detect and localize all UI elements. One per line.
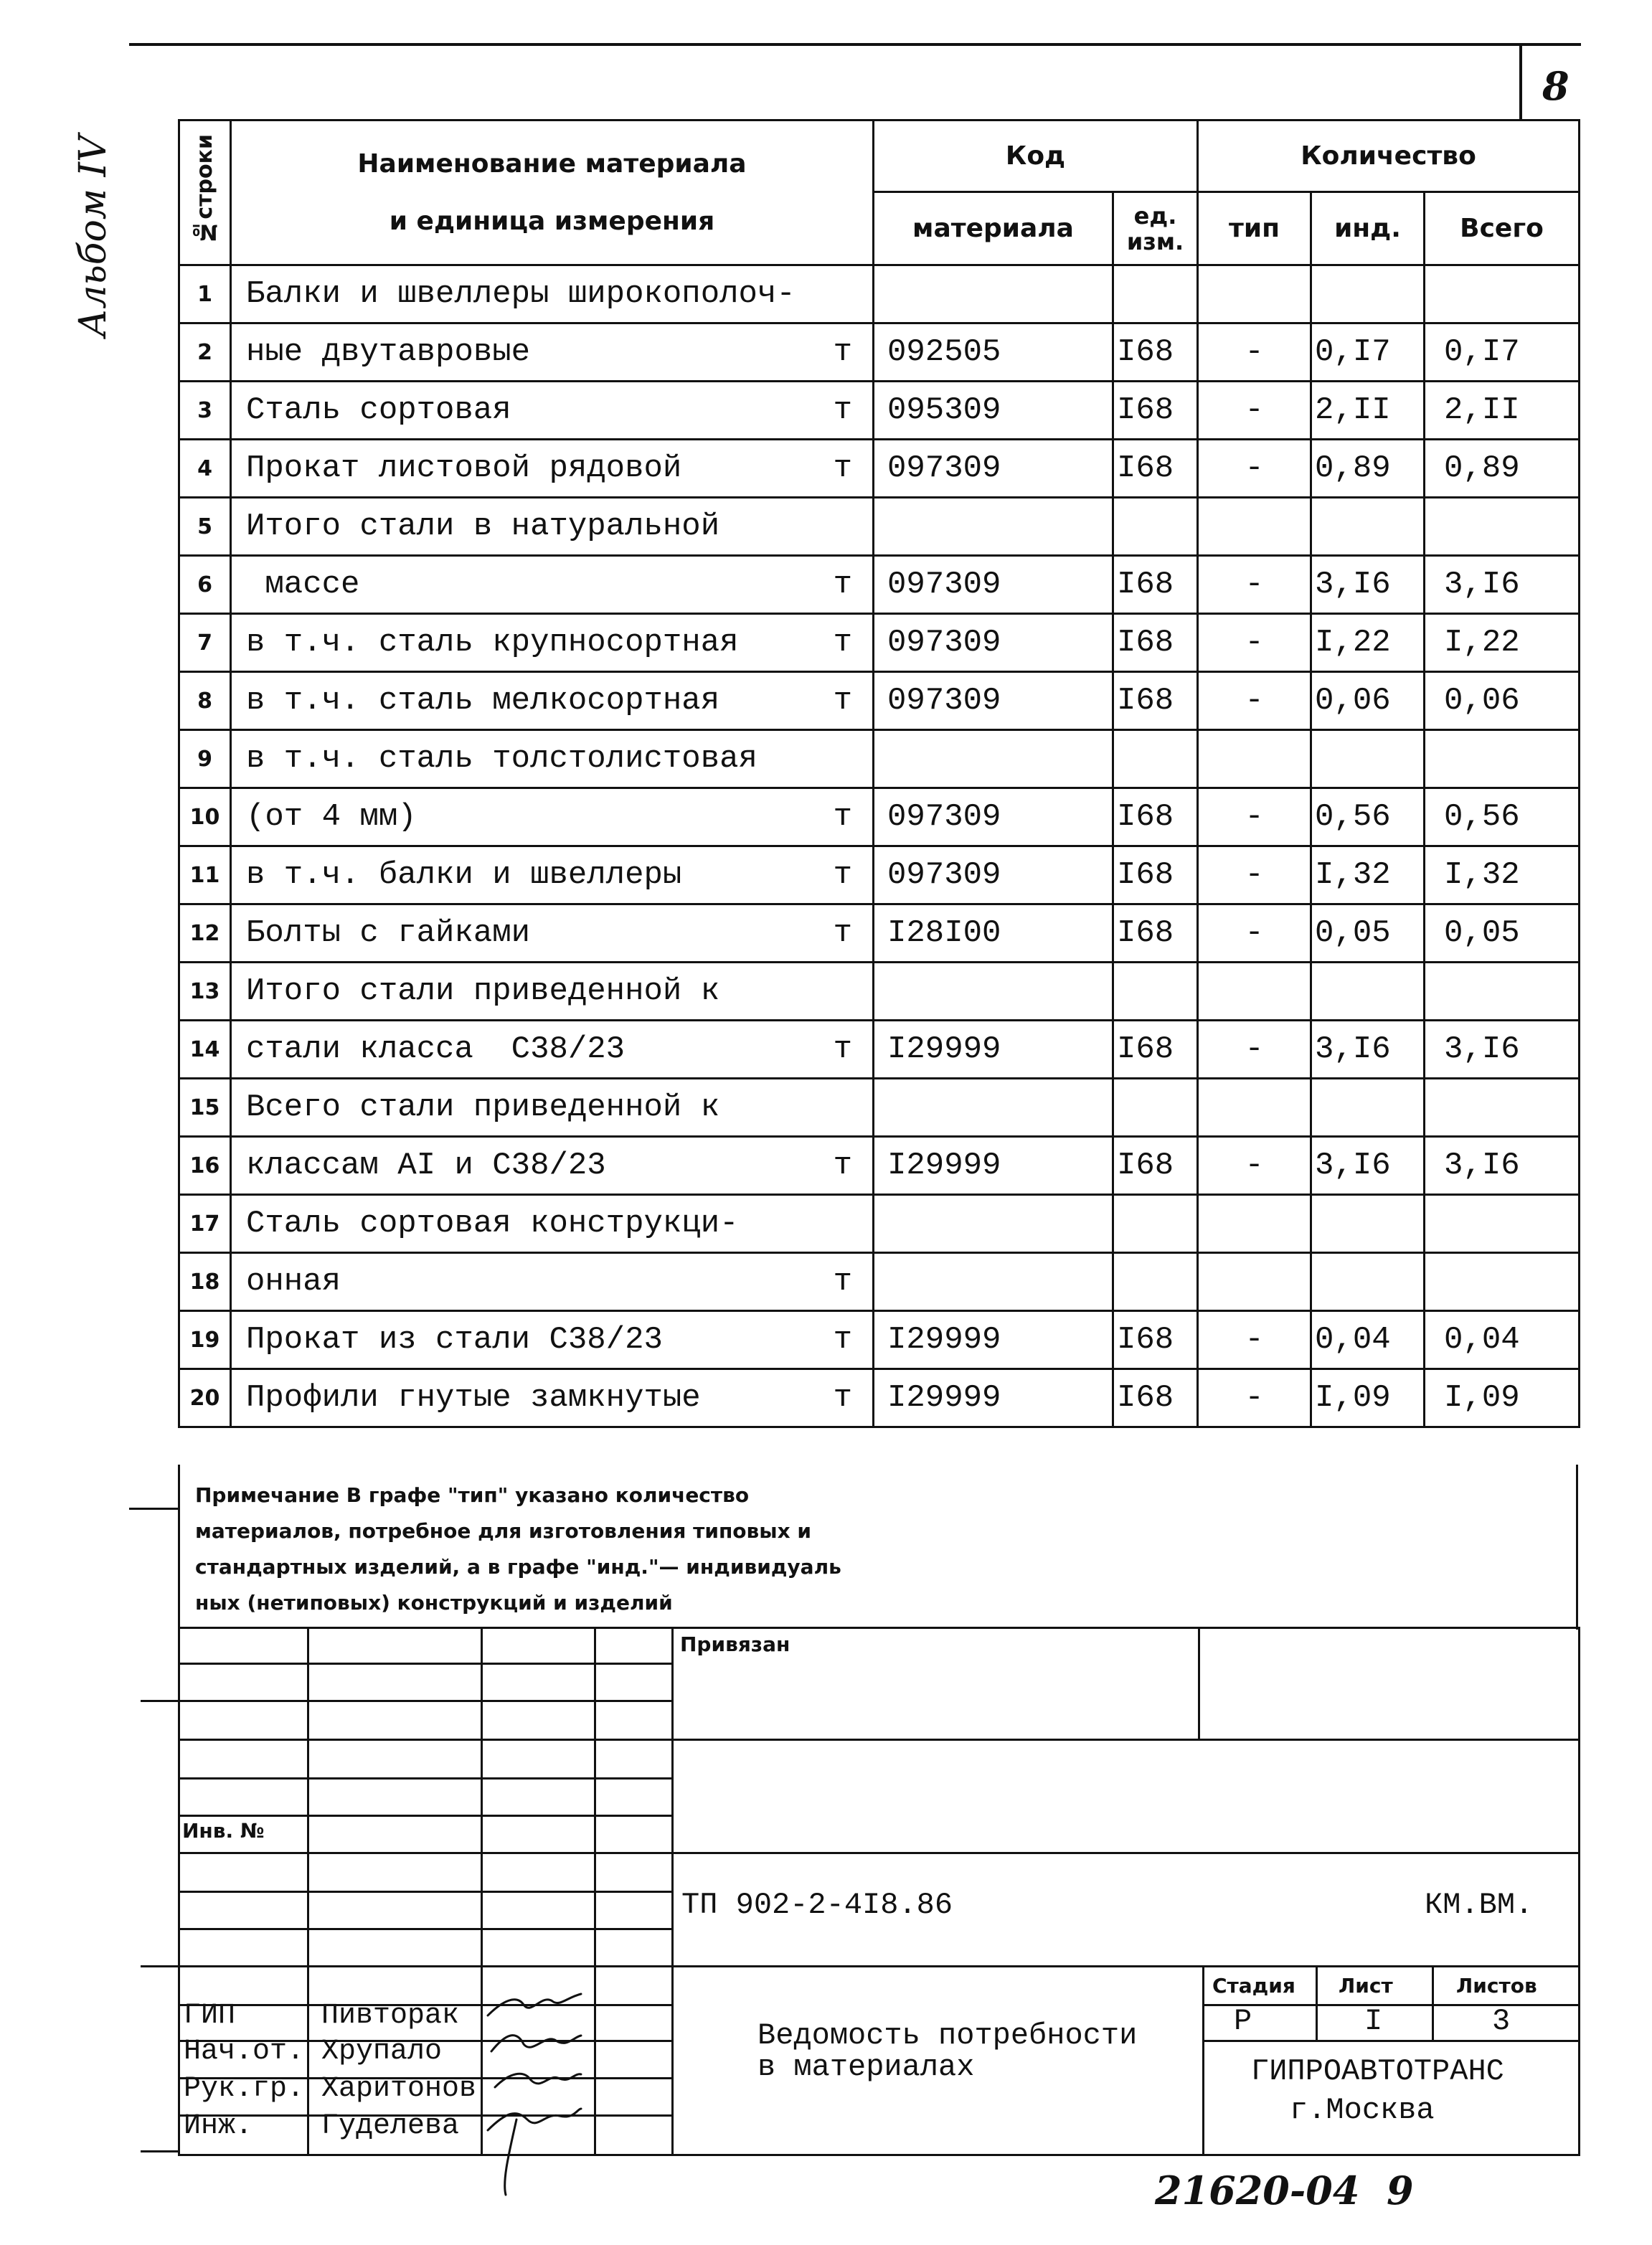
row-unit-code bbox=[1113, 498, 1198, 556]
table-row bbox=[179, 614, 1580, 672]
header-code-unit: ед. изм. bbox=[1113, 192, 1198, 265]
header-row-number: №строки bbox=[179, 120, 231, 265]
row-qty-total: 0,06 bbox=[1425, 672, 1580, 730]
row-name bbox=[231, 730, 874, 788]
row-qty-type: - bbox=[1198, 1021, 1311, 1079]
stamp-hline-d bbox=[178, 1777, 673, 1780]
row-unit: т bbox=[833, 857, 852, 893]
row-material-code bbox=[874, 963, 1113, 1021]
code-bottom-hline bbox=[671, 1965, 1578, 1967]
doc-title: Ведомость потребности в материалах bbox=[757, 2018, 1138, 2084]
stage-value: Р bbox=[1234, 2004, 1252, 2038]
row-name-text: в т.ч. балки и швеллеры bbox=[246, 857, 682, 893]
row-qty-type bbox=[1198, 963, 1311, 1021]
row-name-text: в т.ч. сталь толстолистовая bbox=[246, 741, 757, 777]
table-row bbox=[179, 1253, 1580, 1311]
row-unit-code: I68 bbox=[1113, 1021, 1198, 1079]
row-qty-total bbox=[1425, 963, 1580, 1021]
row-qty-ind bbox=[1311, 1253, 1425, 1311]
person-name-1: Пивторак bbox=[321, 2000, 460, 2032]
table-row bbox=[179, 382, 1580, 440]
row-name-text: Всего стали приведенной к bbox=[246, 1090, 720, 1125]
row-qty-type bbox=[1198, 730, 1311, 788]
table-row bbox=[179, 1137, 1580, 1195]
row-qty-total: 3,I6 bbox=[1425, 556, 1580, 614]
row-unit-code: I68 bbox=[1113, 672, 1198, 730]
table-row bbox=[179, 846, 1580, 904]
signatures bbox=[473, 1965, 617, 2223]
title-org-vline bbox=[1202, 1965, 1204, 2154]
stamp-hline-a bbox=[178, 1663, 673, 1665]
person-role-3: Рук.гр. bbox=[184, 2073, 305, 2105]
person-name-4: Гуделева bbox=[321, 2110, 460, 2142]
row-qty-ind: I,32 bbox=[1311, 846, 1425, 904]
row-name bbox=[231, 788, 874, 846]
table-row bbox=[179, 1021, 1580, 1079]
row-qty-total bbox=[1425, 498, 1580, 556]
row-qty-ind bbox=[1311, 265, 1425, 323]
signature-2 bbox=[491, 2036, 581, 2051]
page-number: 8 bbox=[1542, 63, 1570, 109]
row-qty-type: - bbox=[1198, 904, 1311, 963]
table-row bbox=[179, 963, 1580, 1021]
row-qty-total bbox=[1425, 1253, 1580, 1311]
privyazan-hline bbox=[671, 1739, 1578, 1741]
code-top-hline bbox=[671, 1852, 1578, 1854]
header-qty-total: Всего bbox=[1425, 192, 1580, 265]
row-qty-ind bbox=[1311, 730, 1425, 788]
doc-mark: КМ.ВМ. bbox=[1425, 1888, 1534, 1922]
row-number: 17 bbox=[179, 1195, 231, 1253]
row-qty-ind: 3,I6 bbox=[1311, 1137, 1425, 1195]
row-name-text: классам АI и С38/23 bbox=[246, 1148, 606, 1183]
table-row bbox=[179, 265, 1580, 323]
row-qty-total bbox=[1425, 1079, 1580, 1137]
row-material-code: I29999 bbox=[874, 1311, 1113, 1369]
row-unit: т bbox=[833, 915, 852, 951]
stage-hline-2 bbox=[1202, 2040, 1578, 2042]
row-qty-total: 0,04 bbox=[1425, 1311, 1580, 1369]
row-material-code bbox=[874, 265, 1113, 323]
row-qty-ind bbox=[1311, 498, 1425, 556]
row-name-text: Прокат листовой рядовой bbox=[246, 450, 682, 486]
row-qty-total bbox=[1425, 1195, 1580, 1253]
stamp-hline-b bbox=[178, 1700, 673, 1702]
row-qty-ind: 3,I6 bbox=[1311, 556, 1425, 614]
row-name-text: Профили гнутые замкнутые bbox=[246, 1380, 701, 1416]
row-qty-ind: 0,04 bbox=[1311, 1311, 1425, 1369]
row-name bbox=[231, 672, 874, 730]
row-qty-ind: 0,05 bbox=[1311, 904, 1425, 963]
row-unit-code bbox=[1113, 730, 1198, 788]
row-material-code bbox=[874, 498, 1113, 556]
row-unit: т bbox=[833, 625, 852, 661]
row-name-text: в т.ч. сталь мелкосортная bbox=[246, 683, 720, 719]
row-number: 20 bbox=[179, 1369, 231, 1427]
row-name bbox=[231, 323, 874, 382]
header-qty-type: тип bbox=[1198, 192, 1311, 265]
row-unit-code: I68 bbox=[1113, 1311, 1198, 1369]
row-material-code: 097309 bbox=[874, 614, 1113, 672]
row-qty-type: - bbox=[1198, 1369, 1311, 1427]
row-name-text: Прокат из стали С38/23 bbox=[246, 1322, 663, 1358]
row-material-code: 097309 bbox=[874, 788, 1113, 846]
row-qty-type: - bbox=[1198, 440, 1311, 498]
stamp-hline-e bbox=[178, 1815, 673, 1817]
materials-table bbox=[178, 119, 1580, 1428]
row-name-text: Итого стали приведенной к bbox=[246, 973, 720, 1009]
sheets-value: 3 bbox=[1492, 2004, 1511, 2038]
row-name bbox=[231, 614, 874, 672]
row-unit: т bbox=[833, 1264, 852, 1300]
row-unit: т bbox=[833, 1322, 852, 1358]
bottom-number: 21620-04 9 bbox=[1155, 2168, 1414, 2213]
row-number: 7 bbox=[179, 614, 231, 672]
row-material-code: I29999 bbox=[874, 1369, 1113, 1427]
stage-hline-1 bbox=[1202, 2004, 1578, 2006]
row-name-text: Сталь сортовая конструкци- bbox=[246, 1206, 739, 1242]
row-qty-type: - bbox=[1198, 382, 1311, 440]
row-unit: т bbox=[833, 1031, 852, 1067]
stamp-hline-g bbox=[178, 1891, 673, 1893]
row-qty-total: I,22 bbox=[1425, 614, 1580, 672]
row-unit-code: I68 bbox=[1113, 846, 1198, 904]
row-unit-code bbox=[1113, 1253, 1198, 1311]
row-qty-total: 2,II bbox=[1425, 382, 1580, 440]
sheet-value: I bbox=[1364, 2004, 1383, 2038]
note-right-border bbox=[1576, 1465, 1578, 1630]
org-city: г.Москва bbox=[1290, 2093, 1435, 2127]
row-number: 6 bbox=[179, 556, 231, 614]
row-name-text: (от 4 мм) bbox=[246, 799, 417, 835]
row-name-text: Сталь сортовая bbox=[246, 392, 511, 428]
row-qty-ind: 0,I7 bbox=[1311, 323, 1425, 382]
row-unit: т bbox=[833, 392, 852, 428]
row-name bbox=[231, 904, 874, 963]
row-number: 5 bbox=[179, 498, 231, 556]
margin-tick-3 bbox=[141, 2150, 178, 2152]
row-number: 18 bbox=[179, 1253, 231, 1311]
row-name bbox=[231, 498, 874, 556]
row-unit: т bbox=[833, 1148, 852, 1183]
privyazan-vline bbox=[1198, 1627, 1200, 1739]
header-qty-ind: инд. bbox=[1311, 192, 1425, 265]
page-number-divider bbox=[1519, 46, 1522, 119]
stamp-hline-f bbox=[178, 1852, 673, 1854]
row-name-text: Балки и швеллеры широкополоч- bbox=[246, 276, 796, 312]
row-unit-code: I68 bbox=[1113, 1137, 1198, 1195]
row-unit-code bbox=[1113, 1195, 1198, 1253]
row-unit: т bbox=[833, 683, 852, 719]
row-qty-type bbox=[1198, 498, 1311, 556]
row-name bbox=[231, 440, 874, 498]
row-qty-total bbox=[1425, 730, 1580, 788]
row-qty-total bbox=[1425, 265, 1580, 323]
row-qty-type: - bbox=[1198, 788, 1311, 846]
row-number: 15 bbox=[179, 1079, 231, 1137]
row-name bbox=[231, 846, 874, 904]
row-qty-type: - bbox=[1198, 556, 1311, 614]
row-name bbox=[231, 1137, 874, 1195]
row-material-code: I29999 bbox=[874, 1137, 1113, 1195]
row-qty-total: I,09 bbox=[1425, 1369, 1580, 1427]
row-name bbox=[231, 1079, 874, 1137]
row-unit-code: I68 bbox=[1113, 440, 1198, 498]
row-number: 4 bbox=[179, 440, 231, 498]
row-number: 11 bbox=[179, 846, 231, 904]
row-qty-type: - bbox=[1198, 323, 1311, 382]
row-material-code: I28I00 bbox=[874, 904, 1113, 963]
row-name-text: Болты с гайками bbox=[246, 915, 531, 951]
row-qty-ind: 3,I6 bbox=[1311, 1021, 1425, 1079]
signature-tail bbox=[505, 2119, 516, 2195]
person-role-1: ГИП bbox=[184, 2000, 236, 2032]
row-unit: т bbox=[833, 450, 852, 486]
table-row bbox=[179, 730, 1580, 788]
row-qty-type: - bbox=[1198, 846, 1311, 904]
row-material-code: 097309 bbox=[874, 440, 1113, 498]
header-code: Код bbox=[874, 120, 1198, 192]
table-row bbox=[179, 788, 1580, 846]
row-number: 3 bbox=[179, 382, 231, 440]
sheets-label: Листов bbox=[1456, 1974, 1537, 1998]
signature-4 bbox=[488, 2109, 581, 2130]
row-qty-total: 0,05 bbox=[1425, 904, 1580, 963]
row-material-code: 097309 bbox=[874, 672, 1113, 730]
row-qty-total: 0,56 bbox=[1425, 788, 1580, 846]
header-code-material: материала bbox=[874, 192, 1113, 265]
note-left-border bbox=[178, 1465, 180, 1630]
row-qty-ind: I,22 bbox=[1311, 614, 1425, 672]
row-unit-code: I68 bbox=[1113, 323, 1198, 382]
row-unit-code: I68 bbox=[1113, 788, 1198, 846]
row-unit-code: I68 bbox=[1113, 904, 1198, 963]
row-qty-type bbox=[1198, 1195, 1311, 1253]
row-name-text: в т.ч. сталь крупносортная bbox=[246, 625, 739, 661]
row-number: 9 bbox=[179, 730, 231, 788]
stage-vline-1 bbox=[1316, 1965, 1318, 2041]
row-qty-ind: I,09 bbox=[1311, 1369, 1425, 1427]
row-unit: т bbox=[833, 799, 852, 835]
row-unit-code bbox=[1113, 265, 1198, 323]
table-row bbox=[179, 1369, 1580, 1427]
row-qty-type: - bbox=[1198, 1311, 1311, 1369]
row-unit: т bbox=[833, 334, 852, 370]
person-role-4: Инж. bbox=[184, 2110, 253, 2142]
table-row bbox=[179, 1079, 1580, 1137]
row-material-code: 097309 bbox=[874, 556, 1113, 614]
row-unit: т bbox=[833, 1380, 852, 1416]
stage-label: Стадия bbox=[1212, 1974, 1295, 1998]
row-material-code: 097309 bbox=[874, 846, 1113, 904]
row-name bbox=[231, 1311, 874, 1369]
header-name: Наименование материала и единица измерения bbox=[231, 120, 874, 265]
row-number: 19 bbox=[179, 1311, 231, 1369]
table-row bbox=[179, 1195, 1580, 1253]
doc-code: ТП 902-2-4I8.86 bbox=[681, 1888, 953, 1922]
row-material-code: 092505 bbox=[874, 323, 1113, 382]
stamp-hline-c bbox=[178, 1739, 673, 1741]
margin-tick-1 bbox=[141, 1700, 178, 1702]
row-unit-code: I68 bbox=[1113, 382, 1198, 440]
row-qty-ind: 2,II bbox=[1311, 382, 1425, 440]
row-qty-type: - bbox=[1198, 614, 1311, 672]
row-name bbox=[231, 382, 874, 440]
signature-3 bbox=[495, 2074, 581, 2087]
row-number: 12 bbox=[179, 904, 231, 963]
row-number: 16 bbox=[179, 1137, 231, 1195]
top-rule bbox=[129, 43, 1581, 46]
row-unit-code bbox=[1113, 1079, 1198, 1137]
row-name bbox=[231, 556, 874, 614]
row-name-text: Итого стали в натуральной bbox=[246, 509, 720, 544]
table-row bbox=[179, 556, 1580, 614]
album-label: Альбом IV bbox=[72, 135, 115, 337]
row-material-code bbox=[874, 1079, 1113, 1137]
row-material-code bbox=[874, 1253, 1113, 1311]
row-qty-total: I,32 bbox=[1425, 846, 1580, 904]
row-qty-ind: 0,56 bbox=[1311, 788, 1425, 846]
privyazan-label: Привязан bbox=[680, 1632, 790, 1656]
table-row bbox=[179, 672, 1580, 730]
person-name-2: Хрупало bbox=[321, 2036, 443, 2068]
row-unit-code: I68 bbox=[1113, 1369, 1198, 1427]
row-qty-total: 0,89 bbox=[1425, 440, 1580, 498]
row-qty-ind bbox=[1311, 1195, 1425, 1253]
row-qty-ind bbox=[1311, 963, 1425, 1021]
table-row bbox=[179, 323, 1580, 382]
row-material-code bbox=[874, 730, 1113, 788]
table-row bbox=[179, 1311, 1580, 1369]
row-qty-type bbox=[1198, 265, 1311, 323]
row-qty-type: - bbox=[1198, 1137, 1311, 1195]
table-row bbox=[179, 440, 1580, 498]
row-qty-type bbox=[1198, 1079, 1311, 1137]
row-name bbox=[231, 265, 874, 323]
row-number: 14 bbox=[179, 1021, 231, 1079]
signature-1 bbox=[488, 1994, 581, 2015]
row-material-code: 095309 bbox=[874, 382, 1113, 440]
row-qty-type bbox=[1198, 1253, 1311, 1311]
row-name-text: ные двутавровые bbox=[246, 334, 531, 370]
row-qty-total: 3,I6 bbox=[1425, 1137, 1580, 1195]
inv-no-label: Инв. № bbox=[182, 1819, 265, 1843]
row-qty-ind: 0,06 bbox=[1311, 672, 1425, 730]
row-number: 13 bbox=[179, 963, 231, 1021]
row-name bbox=[231, 1253, 874, 1311]
row-material-code: I29999 bbox=[874, 1021, 1113, 1079]
margin-tick-2 bbox=[141, 1965, 178, 1967]
row-unit-code bbox=[1113, 963, 1198, 1021]
header-quantity: Количество bbox=[1198, 120, 1580, 192]
row-unit: т bbox=[833, 567, 852, 602]
table-row bbox=[179, 498, 1580, 556]
row-name bbox=[231, 963, 874, 1021]
row-number: 1 bbox=[179, 265, 231, 323]
sheet-label: Лист bbox=[1339, 1974, 1393, 1998]
row-qty-total: 3,I6 bbox=[1425, 1021, 1580, 1079]
person-name-3: Харитонов bbox=[321, 2073, 477, 2105]
person-role-2: Нач.от. bbox=[184, 2036, 305, 2068]
row-name bbox=[231, 1021, 874, 1079]
row-name-text: стали класса С38/23 bbox=[246, 1031, 626, 1067]
row-unit-code: I68 bbox=[1113, 556, 1198, 614]
row-name bbox=[231, 1195, 874, 1253]
row-name-text: массе bbox=[246, 567, 360, 602]
note-left-tick bbox=[129, 1508, 178, 1510]
stage-vline-2 bbox=[1432, 1965, 1434, 2041]
row-number: 2 bbox=[179, 323, 231, 382]
table-row bbox=[179, 904, 1580, 963]
stamp-hline-h bbox=[178, 1928, 673, 1930]
org-name: ГИПРОАВТОТРАНС bbox=[1251, 2054, 1504, 2089]
row-name bbox=[231, 1369, 874, 1427]
row-unit-code: I68 bbox=[1113, 614, 1198, 672]
row-qty-total: 0,I7 bbox=[1425, 323, 1580, 382]
row-number: 8 bbox=[179, 672, 231, 730]
row-number: 10 bbox=[179, 788, 231, 846]
note-text: Примечание В графе "тип" указано количество материалов, потребное для изготовления типовых и стандартных изделий, а в графе "инд."— индивидуаль ных (нетиповых) конструкций и изделий bbox=[195, 1483, 841, 1615]
row-name-text: онная bbox=[246, 1264, 341, 1300]
row-qty-type: - bbox=[1198, 672, 1311, 730]
row-qty-ind: 0,89 bbox=[1311, 440, 1425, 498]
row-material-code bbox=[874, 1195, 1113, 1253]
row-qty-ind bbox=[1311, 1079, 1425, 1137]
